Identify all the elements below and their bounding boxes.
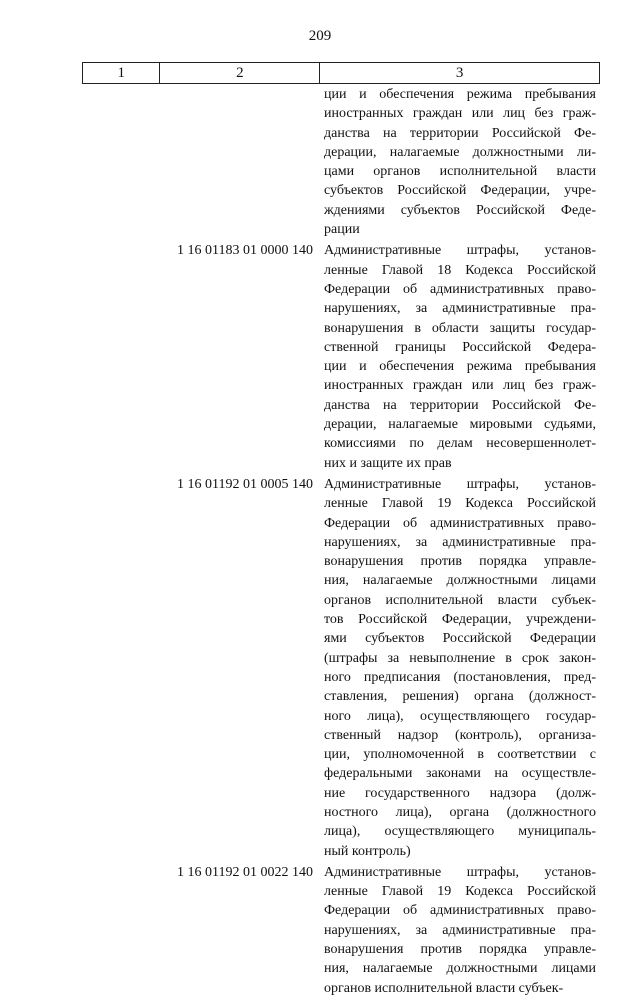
description-line: ный контроль) (324, 843, 411, 859)
description-line: Федерации об административных право- (324, 515, 596, 531)
description-line: нарушениях, за административные пра- (324, 922, 596, 938)
description-line: ния, налагаемые должностными лицами (324, 573, 596, 589)
description-line: Административные штрафы, установ- (324, 243, 596, 259)
description-line: данства на территории Российской Фе- (324, 397, 596, 413)
description-line: ного лица), осуществляющего государ- (324, 708, 596, 724)
page-number: 209 (308, 28, 332, 44)
table-row (82, 85, 600, 239)
row-code: 1 16 01192 01 0022 140 (177, 864, 313, 880)
description-line: иностранных граждан или лиц без граж- (324, 378, 596, 394)
description-line: нарушениях, за административные пра- (324, 301, 596, 317)
description-line: Федерации об административных право- (324, 281, 596, 297)
description-line: ния, налагаемые должностными лицами (324, 961, 596, 977)
description-line: (штрафы за невыполнение в срок закон- (324, 650, 596, 666)
description-line: ностного лица), органа (должностного (324, 804, 596, 820)
description-line: ждениями субъектов Российской Феде- (324, 202, 596, 218)
description-line: лица), осуществляющего муниципаль- (324, 824, 596, 840)
description-line: данства на территории Российской Фе- (324, 125, 596, 141)
description-line: них и защите их прав (324, 455, 452, 471)
row-description (324, 475, 596, 861)
row-description (324, 85, 596, 239)
description-line: федеральными законами на осуществле- (324, 766, 596, 782)
description-line: дерации, налагаемые мировыми судьями, (324, 417, 596, 433)
description-line: комиссиями по делам несовершеннолет- (324, 436, 596, 452)
description-line: тов Российской Федерации, учреждени- (324, 612, 596, 628)
description-line: Федерации об административных право- (324, 903, 596, 919)
description-line: ного предписания (постановления, пред- (324, 669, 596, 685)
description-line: ями субъектов Российской Федерации (324, 631, 596, 647)
description-line: ленные Главой 19 Кодекса Российской (324, 884, 596, 900)
header-col-1: 1 (83, 63, 160, 84)
header-col-2: 2 (160, 63, 320, 84)
row-description (324, 241, 596, 473)
description-line: дерации, налагаемые должностными ли- (324, 144, 596, 160)
description-line: Административные штрафы, установ- (324, 476, 596, 492)
table-header (82, 62, 600, 84)
description-line: ставления, решения) органа (должност- (324, 689, 596, 705)
description-line: ции, уполномоченной в соответствии с (324, 747, 596, 763)
description-line: ции и обеспечения режима пребывания (324, 87, 596, 102)
description-line: вонарушения против порядка управле- (324, 942, 596, 958)
description-line: ственный надзор (контроль), организа- (324, 727, 596, 743)
description-line: ленные Главой 19 Кодекса Российской (324, 496, 596, 512)
header-col-3: 3 (320, 63, 600, 84)
description-line: ции и обеспечения режима пребывания (324, 359, 596, 375)
description-line: органов исполнительной власти субъек- (324, 980, 564, 996)
description-line: иностранных граждан или лиц без граж- (324, 106, 596, 122)
description-line: вонарушения в области защиты государ- (324, 320, 596, 336)
description-line: субъектов Российской Федерации, учре- (324, 183, 596, 199)
table-row (82, 475, 600, 861)
description-line: ленные Главой 18 Кодекса Российской (324, 262, 596, 278)
row-code: 1 16 01192 01 0005 140 (177, 476, 313, 492)
table-row (82, 241, 600, 473)
row-description (324, 863, 596, 998)
description-line: Административные штрафы, установ- (324, 864, 596, 880)
table-row (82, 863, 600, 998)
description-line: органов исполнительной власти субъек- (324, 592, 596, 608)
description-line: нарушениях, за административные пра- (324, 534, 596, 550)
description-line: ственной границы Российской Федера- (324, 339, 596, 355)
description-line: цами органов исполнительной власти (324, 164, 596, 180)
description-line: вонарушения против порядка управле- (324, 554, 596, 570)
description-line: ние государственного надзора (долж- (324, 785, 596, 801)
row-code: 1 16 01183 01 0000 140 (177, 243, 313, 259)
table-body (82, 85, 600, 1000)
description-line: рации (324, 222, 360, 238)
